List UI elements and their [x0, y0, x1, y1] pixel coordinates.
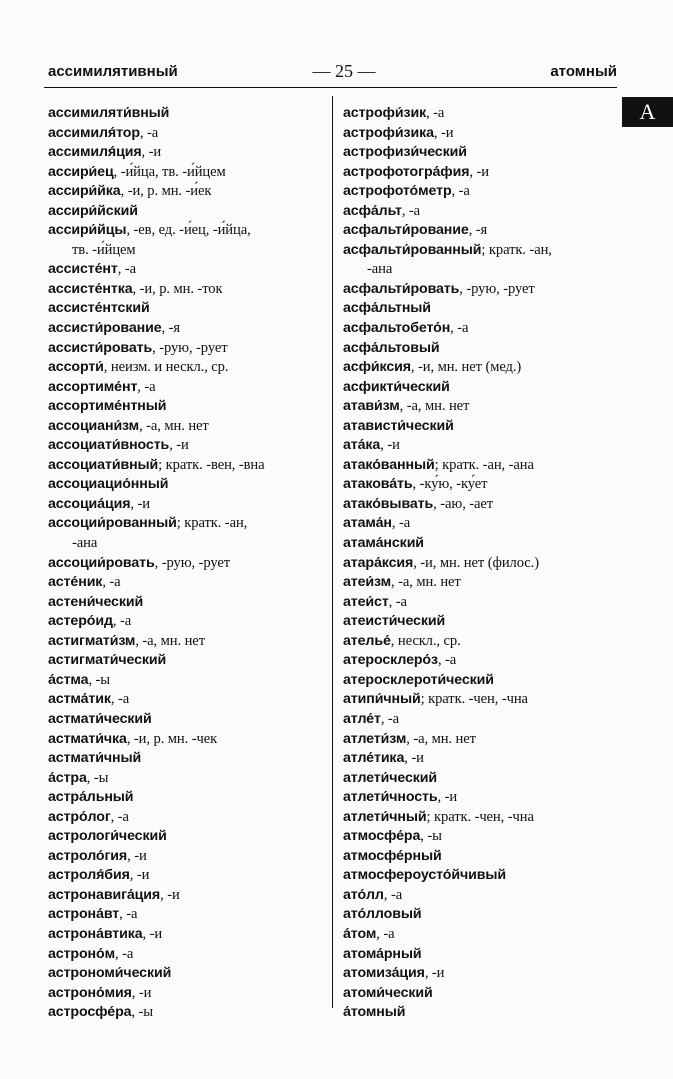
dictionary-entry	[48, 905, 330, 925]
entry-headword: атара́ксия	[343, 554, 414, 571]
column-divider	[332, 96, 333, 1008]
entry-headword: атлети́чность	[343, 789, 438, 806]
dictionary-entry	[343, 905, 618, 925]
dictionary-entry	[343, 945, 618, 965]
entry-headword: ато́лловый	[343, 906, 422, 923]
dictionary-entry	[48, 260, 330, 280]
dictionary-entry	[48, 554, 330, 574]
entry-headword: астигмати́ческий	[48, 652, 167, 669]
dictionary-entry	[343, 202, 618, 222]
entry-grammar: , -я	[468, 222, 488, 239]
entry-grammar: тв. -и́йцем	[72, 241, 136, 258]
dictionary-entry	[48, 514, 330, 534]
entry-grammar: , -а	[437, 652, 457, 669]
dictionary-entry	[343, 299, 618, 319]
dictionary-entry	[48, 945, 330, 965]
entry-grammar: ; кратк. -ан,	[176, 515, 248, 532]
entry-headword: ассисте́нтка	[48, 280, 133, 297]
entry-grammar: , -а	[426, 105, 445, 121]
dictionary-entry	[343, 182, 618, 202]
entry-headword: асфа́льт	[343, 202, 402, 219]
entry-headword: астрологи́ческий	[48, 828, 167, 845]
dictionary-entry	[343, 788, 618, 808]
entry-grammar: , -и	[141, 144, 162, 161]
entry-grammar: , -и́йца, тв. -и́йцем	[113, 163, 226, 180]
entry-grammar: , -и	[142, 925, 163, 942]
entry-headword: ассоции́ровать	[48, 554, 155, 571]
entry-headword: ассоциати́вный	[48, 456, 159, 473]
entry-grammar: , -а	[401, 202, 421, 219]
entry-grammar: , -и, мн. нет (филос.)	[413, 554, 539, 571]
entry-grammar: ; кратк. -ан,	[481, 241, 552, 258]
entry-grammar: , -рую, -рует	[459, 280, 535, 297]
entry-headword: атмосфероусто́йчивый	[343, 867, 506, 884]
entry-headword: а́стра	[48, 769, 87, 786]
entry-headword: астро́лог	[48, 808, 111, 825]
header-left-headword: ассимилятивный	[48, 63, 178, 80]
dictionary-entry	[343, 417, 618, 437]
right-column	[343, 104, 618, 1023]
entry-headword: асфальти́рованный	[343, 241, 482, 258]
entry-headword: атлети́чный	[343, 808, 427, 825]
entry-continuation	[48, 534, 330, 554]
header-right-headword: атомный	[550, 63, 617, 80]
entry-headword: атлети́ческий	[343, 769, 438, 786]
entry-headword: а́томный	[343, 1004, 406, 1021]
entry-headword: ассимиля́ция	[48, 144, 142, 161]
entry-grammar: , -и	[433, 124, 454, 141]
entry-grammar: , -и	[424, 965, 445, 982]
entry-headword: асфальти́ровать	[343, 280, 460, 297]
dictionary-entry	[48, 202, 330, 222]
dictionary-entry	[343, 163, 618, 183]
dictionary-entry	[48, 925, 330, 945]
entry-headword: атако́ванный	[343, 456, 435, 473]
entry-grammar: , -а	[115, 945, 134, 962]
dictionary-entry	[48, 690, 330, 710]
header-rule	[44, 87, 617, 88]
entry-headword: атле́т	[343, 710, 381, 727]
entry-headword: атмосфе́ра	[343, 828, 421, 845]
entry-headword: ато́лл	[343, 886, 384, 903]
dictionary-entry	[343, 495, 618, 515]
dictionary-entry	[343, 710, 618, 730]
dictionary-entry	[343, 456, 618, 476]
dictionary-entry	[343, 436, 618, 456]
dictionary-entry	[343, 847, 618, 867]
entry-headword: атомиза́ция	[343, 965, 425, 982]
dictionary-entry	[343, 749, 618, 769]
entry-headword: астмати́ческий	[48, 710, 152, 727]
entry-headword: ассоциа́ция	[48, 495, 131, 512]
entry-headword: астроно́мия	[48, 984, 132, 1001]
dictionary-entry	[48, 417, 330, 437]
entry-grammar: , -и	[129, 867, 150, 884]
entry-headword: астрона́втика	[48, 925, 143, 942]
entry-grammar: , -и	[380, 437, 400, 454]
dictionary-entry	[48, 495, 330, 515]
left-column	[48, 104, 330, 1023]
entry-headword: астросфе́ра	[48, 1004, 132, 1021]
entry-headword: асфальтобето́н	[343, 320, 451, 337]
dictionary-entry	[343, 730, 618, 750]
entry-grammar: , -а	[450, 320, 469, 337]
entry-headword: астроло́гия	[48, 847, 128, 864]
entry-grammar: , -и	[469, 163, 489, 180]
entry-headword: асфи́ксия	[343, 359, 411, 376]
entry-headword: ассири́ец	[48, 163, 114, 180]
entry-headword: ассоциати́вность	[48, 437, 170, 454]
entry-grammar: , -рую, -рует	[152, 339, 228, 356]
entry-headword: асфальти́рование	[343, 222, 469, 239]
dictionary-entry	[48, 710, 330, 730]
entry-grammar: , -и	[130, 495, 150, 512]
entry-grammar: , -а, мн. нет	[406, 730, 476, 747]
entry-headword: асфа́льтовый	[343, 339, 440, 356]
entry-grammar: , -и	[404, 750, 424, 767]
entry-headword: ассоциацио́нный	[48, 476, 169, 493]
entry-headword: астрофи́зик	[343, 105, 427, 121]
entry-grammar: , -а	[391, 515, 411, 532]
entry-headword: астроно́м	[48, 945, 115, 962]
entry-headword: ассисте́нт	[48, 261, 118, 278]
entry-grammar: , -а	[110, 808, 129, 825]
entry-grammar: , -а, мн. нет	[399, 398, 470, 415]
entry-headword: атави́зм	[343, 398, 400, 415]
dictionary-entry	[48, 397, 330, 417]
entry-headword: ассисти́рование	[48, 320, 162, 337]
entry-headword: а́стма	[48, 671, 89, 688]
entry-headword: асфа́льтный	[343, 300, 431, 317]
dictionary-entry	[343, 124, 618, 144]
entry-headword: ата́ка	[343, 437, 381, 454]
entry-grammar: , -и, мн. нет (мед.)	[410, 359, 522, 376]
dictionary-entry	[48, 378, 330, 398]
entry-headword: астронавига́ция	[48, 886, 161, 903]
entry-headword: астени́ческий	[48, 593, 144, 610]
dictionary-entry	[343, 514, 618, 534]
entry-grammar: ; кратк. -ан, -ана	[434, 456, 534, 473]
entry-grammar: , -ы	[86, 769, 109, 786]
entry-grammar: , -и	[160, 886, 180, 903]
entry-headword: астма́тик	[48, 691, 111, 708]
entry-grammar: , нескл., ср.	[390, 632, 461, 649]
entry-headword: ассири́йцы	[48, 222, 127, 239]
entry-headword: астроля́бия	[48, 867, 130, 884]
entry-grammar: , -и, р. мн. -ток	[132, 280, 223, 297]
dictionary-entry	[48, 124, 330, 144]
dictionary-entry	[48, 808, 330, 828]
entry-headword: астигмати́зм	[48, 632, 136, 649]
dictionary-entry	[48, 827, 330, 847]
dictionary-entry	[48, 163, 330, 183]
dictionary-entry	[48, 339, 330, 359]
entry-grammar: , -а	[102, 574, 121, 591]
dictionary-entry	[48, 319, 330, 339]
entry-headword: ассортиме́нт	[48, 378, 138, 395]
entry-grammar: ; кратк. -чен, -чна	[420, 691, 528, 708]
entry-grammar: ; кратк. -вен, -вна	[158, 456, 265, 473]
entry-grammar: , -и	[169, 437, 189, 454]
dictionary-entry	[48, 436, 330, 456]
dictionary-entry	[48, 299, 330, 319]
entry-grammar: , -а, мн. нет	[391, 574, 461, 591]
entry-continuation	[48, 241, 330, 261]
entry-headword: ассимиля́тор	[48, 124, 140, 141]
dictionary-entry	[48, 612, 330, 632]
entry-headword: атеисти́ческий	[343, 613, 446, 630]
dictionary-entry	[48, 104, 330, 124]
entry-grammar: , -а	[376, 925, 395, 942]
dictionary-entry	[343, 925, 618, 945]
entry-headword: атеросклеро́з	[343, 652, 438, 669]
entry-headword: атоми́ческий	[343, 984, 433, 1001]
dictionary-entry	[343, 104, 618, 124]
entry-grammar: , -а, мн. нет	[139, 417, 209, 434]
entry-grammar: , -ку́ю, -ку́ет	[412, 476, 488, 493]
entry-headword: атле́тика	[343, 750, 405, 767]
entry-headword: астрона́вт	[48, 906, 120, 923]
entry-grammar: , -а	[110, 691, 130, 708]
dictionary-entry	[343, 1003, 618, 1023]
entry-headword: астмати́чка	[48, 730, 127, 747]
entry-headword: ассисте́нтский	[48, 300, 150, 317]
dictionary-entry	[48, 143, 330, 163]
entry-grammar: , -ы	[131, 1004, 154, 1021]
entry-grammar: , -и	[127, 847, 147, 864]
entry-grammar: , -и, р. мн. -чек	[126, 730, 218, 747]
dictionary-entry	[343, 280, 618, 300]
entry-headword: ассоциани́зм	[48, 417, 140, 434]
dictionary-entry	[48, 964, 330, 984]
dictionary-entry	[48, 847, 330, 867]
entry-grammar: , -а, мн. нет	[135, 632, 205, 649]
dictionary-entry	[48, 651, 330, 671]
dictionary-entry	[48, 182, 330, 202]
entry-headword: астрофотогра́фия	[343, 163, 470, 180]
entry-grammar: -ана	[367, 261, 393, 278]
section-letter-tab: А	[622, 97, 673, 127]
entry-grammar: -ана	[72, 535, 98, 552]
dictionary-entry	[343, 612, 618, 632]
dictionary-entry	[343, 534, 618, 554]
entry-headword: ателье́	[343, 632, 391, 649]
entry-grammar: , -а	[112, 613, 132, 630]
entry-headword: атлети́зм	[343, 730, 407, 747]
dictionary-entry	[343, 808, 618, 828]
dictionary-entry	[343, 554, 618, 574]
entry-headword: астрофи́зика	[343, 124, 434, 141]
entry-grammar: , -а	[137, 378, 156, 395]
entry-headword: атома́рный	[343, 945, 422, 962]
dictionary-entry	[48, 984, 330, 1004]
entry-headword: астрономи́ческий	[48, 965, 172, 982]
dictionary-entry	[48, 671, 330, 691]
dictionary-entry	[343, 241, 618, 261]
dictionary-entry	[343, 378, 618, 398]
entry-headword: асфикти́ческий	[343, 378, 450, 395]
dictionary-entry	[343, 827, 618, 847]
dictionary-entry	[343, 651, 618, 671]
dictionary-entry	[48, 788, 330, 808]
entry-grammar: , -и	[131, 984, 152, 1001]
entry-headword: астмати́чный	[48, 750, 142, 767]
entry-grammar: ; кратк. -чен, -чна	[426, 808, 534, 825]
dictionary-entry	[343, 593, 618, 613]
entry-grammar: , -а	[388, 593, 407, 610]
entry-headword: атеи́ст	[343, 593, 389, 610]
entry-grammar: , -а	[383, 886, 403, 903]
entry-grammar: , -а	[380, 710, 400, 727]
dictionary-entry	[48, 730, 330, 750]
entry-headword: атеи́зм	[343, 574, 392, 591]
dictionary-entry	[343, 769, 618, 789]
entry-headword: ассисти́ровать	[48, 339, 153, 356]
entry-headword: ассортиме́нтный	[48, 398, 167, 415]
dictionary-entry	[48, 280, 330, 300]
dictionary-entry	[343, 397, 618, 417]
entry-headword: атипи́чный	[343, 691, 421, 708]
dictionary-entry	[343, 886, 618, 906]
entry-grammar: , -а	[119, 906, 138, 923]
dictionary-entry	[343, 573, 618, 593]
dictionary-entry	[48, 358, 330, 378]
entry-headword: ассимиляти́вный	[48, 105, 170, 121]
dictionary-entry	[343, 632, 618, 652]
entry-grammar: , -и	[437, 789, 458, 806]
entry-headword: ассири́йка	[48, 183, 121, 200]
dictionary-entry	[48, 456, 330, 476]
dictionary-entry	[48, 475, 330, 495]
entry-headword: астеро́ид	[48, 613, 113, 630]
dictionary-entry	[343, 690, 618, 710]
entry-grammar: , -ы	[420, 828, 442, 845]
dictionary-entry	[48, 749, 330, 769]
dictionary-entry	[343, 339, 618, 359]
dictionary-entry	[343, 984, 618, 1004]
dictionary-entry	[343, 221, 618, 241]
entry-grammar: , -рую, -рует	[154, 554, 231, 571]
entry-headword: атама́нский	[343, 535, 424, 552]
entry-grammar: , -ев, ед. -и́ец, -и́йца,	[126, 222, 251, 239]
dictionary-entry	[343, 143, 618, 163]
dictionary-entry	[48, 573, 330, 593]
dictionary-entry	[343, 358, 618, 378]
entry-grammar: , -а	[139, 124, 159, 141]
entry-headword: атависти́ческий	[343, 417, 454, 434]
entry-headword: ассоции́рованный	[48, 515, 177, 532]
dictionary-entry	[343, 319, 618, 339]
entry-headword: ассорти́	[48, 359, 104, 376]
entry-headword: астра́льный	[48, 789, 134, 806]
entry-headword: атеросклероти́ческий	[343, 671, 494, 688]
dictionary-entry	[48, 593, 330, 613]
entry-headword: астрофото́метр	[343, 183, 452, 200]
entry-headword: асте́ник	[48, 574, 103, 591]
dictionary-entry	[343, 475, 618, 495]
dictionary-entry	[48, 632, 330, 652]
dictionary-entry	[48, 886, 330, 906]
entry-grammar: , -аю, -ает	[433, 495, 494, 512]
entry-grammar: , неизм. и нескл., ср.	[103, 359, 229, 376]
entry-headword: атако́вывать	[343, 495, 434, 512]
entry-grammar: , -а	[117, 261, 136, 278]
entry-headword: атама́н	[343, 515, 392, 532]
dictionary-entry	[48, 1003, 330, 1023]
running-header	[44, 61, 617, 85]
entry-grammar: , -я	[161, 320, 180, 337]
entry-headword: астрофизи́ческий	[343, 144, 467, 161]
entry-headword: атмосфе́рный	[343, 847, 442, 864]
entry-headword: атакова́ть	[343, 476, 413, 493]
dictionary-entry	[48, 769, 330, 789]
entry-grammar: , -ы	[88, 671, 110, 688]
dictionary-entry	[343, 866, 618, 886]
dictionary-entry	[343, 671, 618, 691]
entry-grammar: , -и, р. мн. -и́ек	[120, 183, 212, 200]
dictionary-entry	[48, 866, 330, 886]
entry-headword: ассири́йский	[48, 202, 138, 219]
dictionary-entry	[343, 964, 618, 984]
page-number: — 25 —	[312, 61, 376, 81]
entry-grammar: , -а	[451, 183, 470, 200]
dictionary-entry	[48, 221, 330, 241]
entry-continuation	[343, 260, 618, 280]
entry-headword: а́том	[343, 925, 377, 942]
